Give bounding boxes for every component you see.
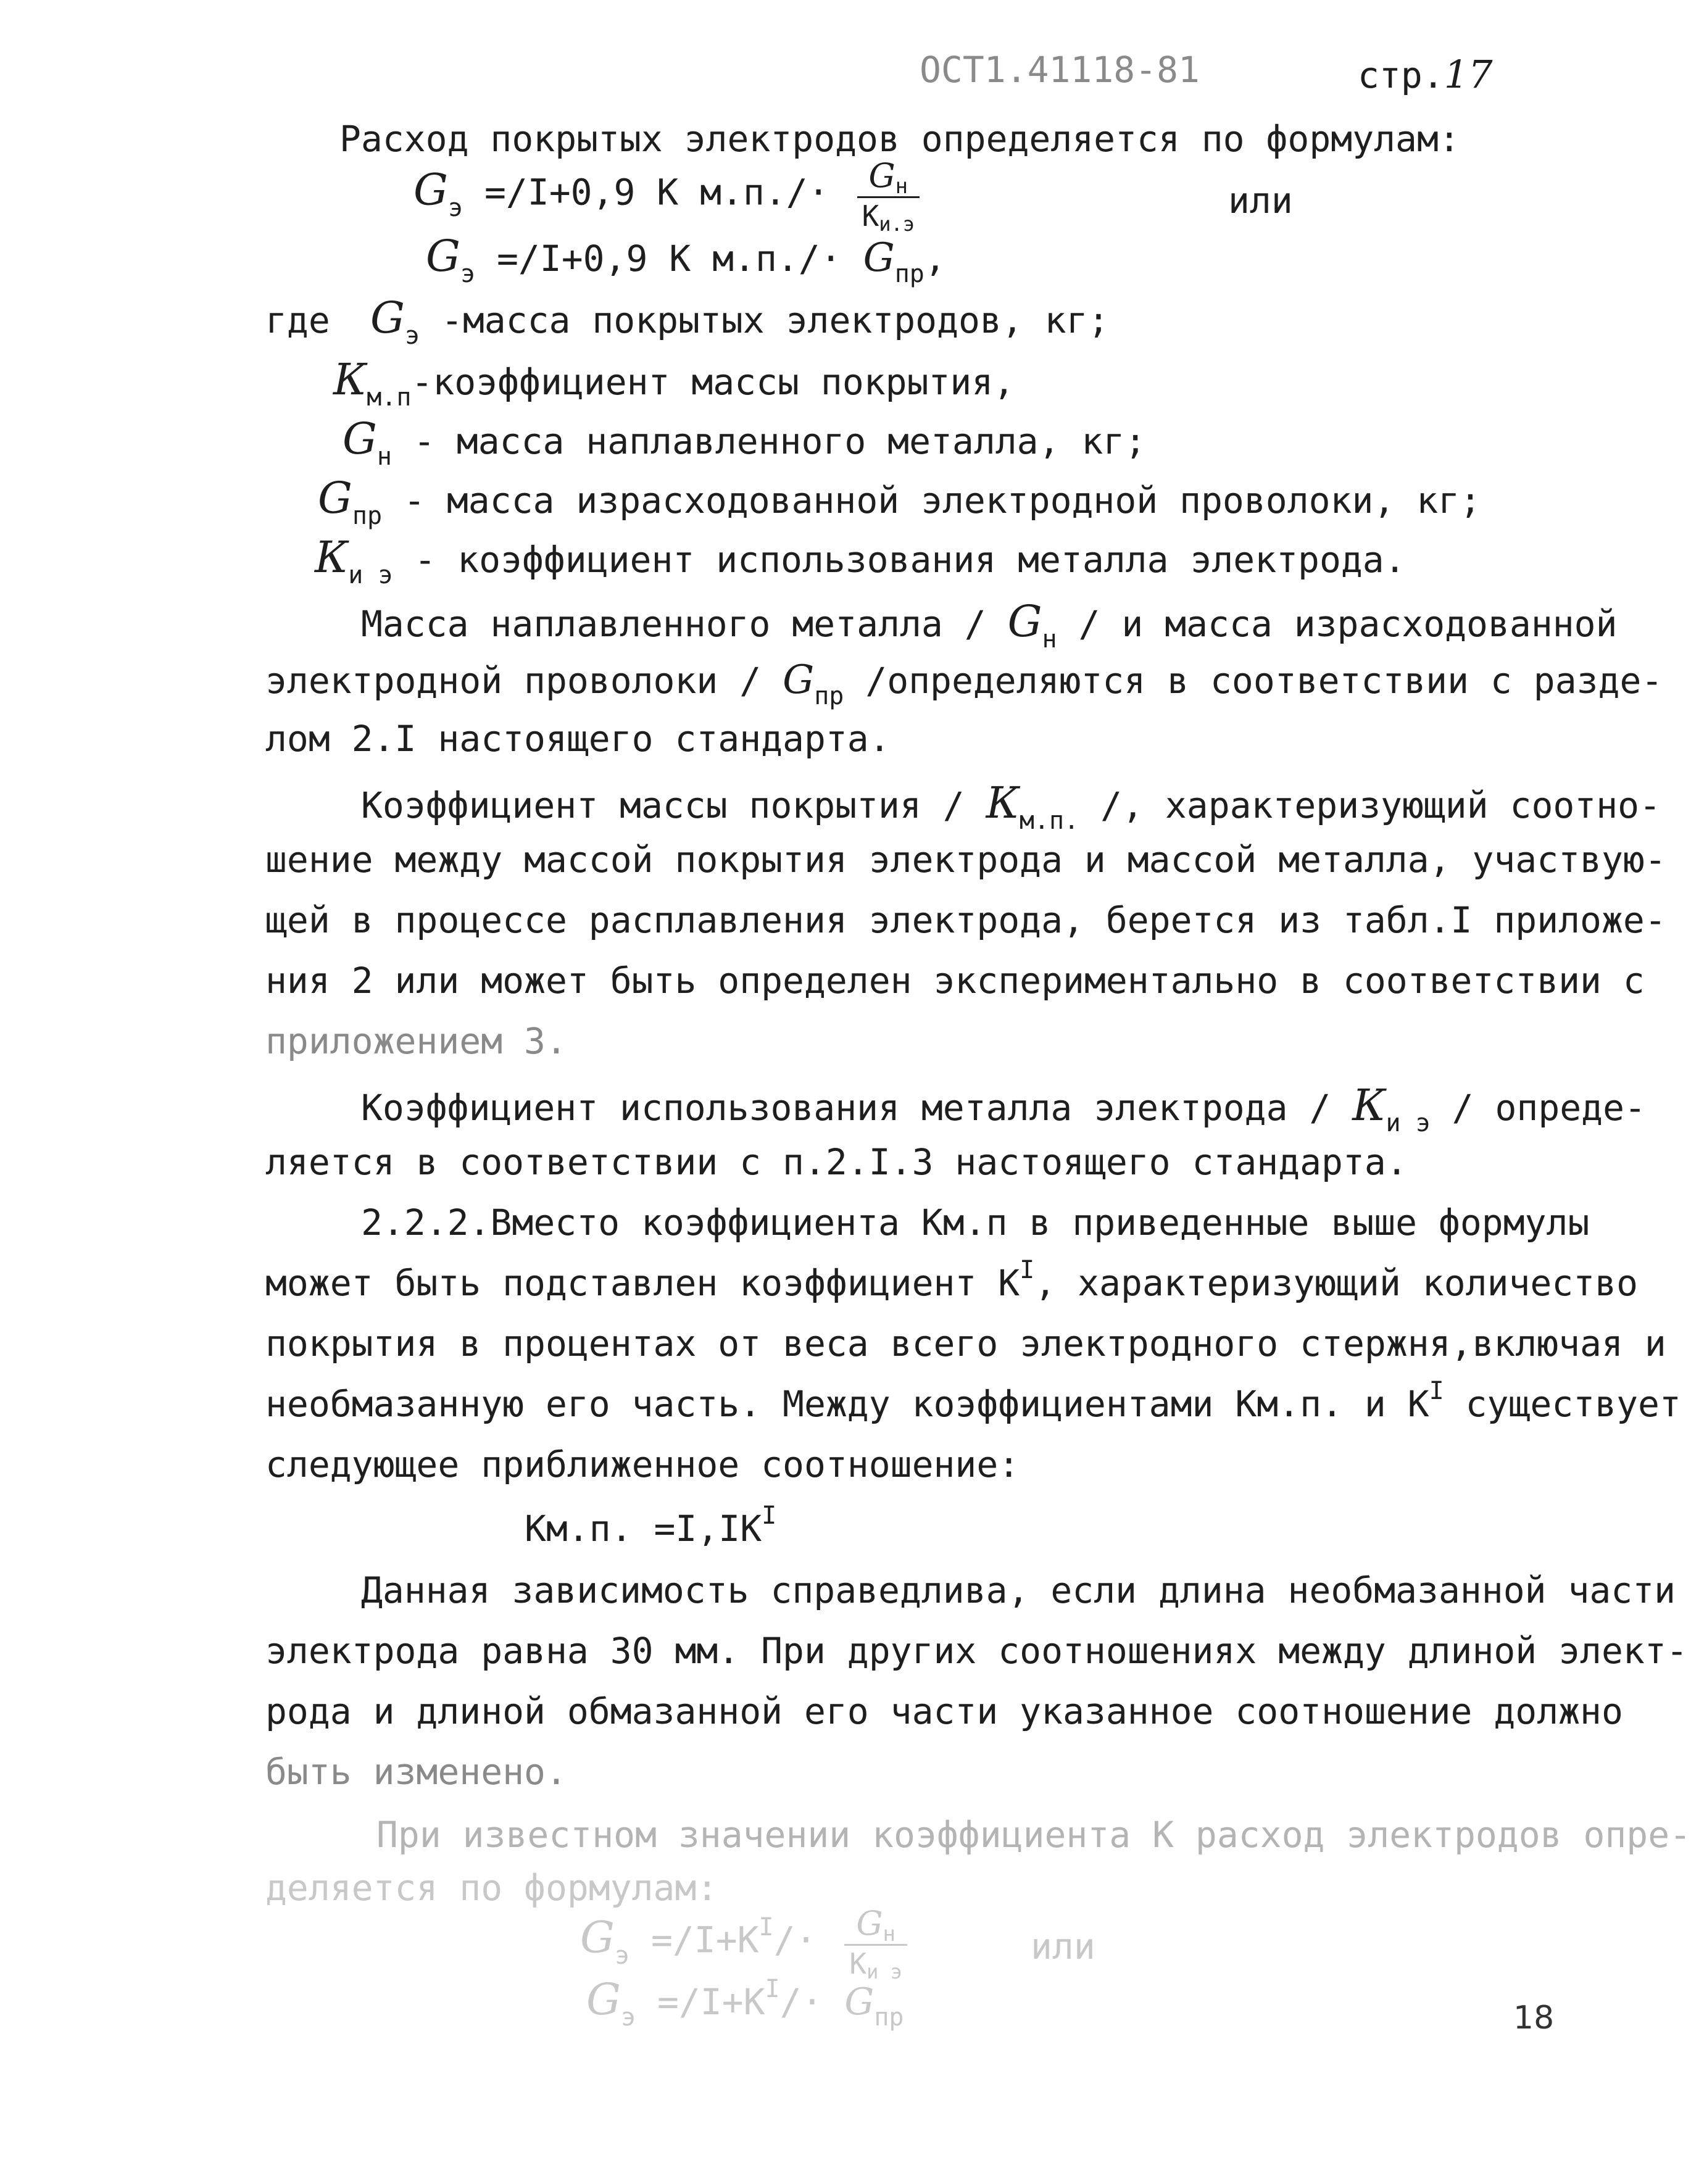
paragraph-4-line-3: покрытия в процентах от веса всего электродного стержня,включая и (265, 1322, 1666, 1364)
legend-symbol: G (318, 473, 352, 523)
formula-1-fraction (857, 156, 920, 236)
legend-text: - масса наплавленного металла, кг; (413, 420, 1147, 462)
formula-2-lhs-sub: э (460, 260, 476, 288)
paragraph-2-line-3: щей в процессе расплавления электрода, берется из табл.I приложе- (265, 899, 1666, 941)
formula-4-denominator-sub: и э (866, 1960, 902, 1983)
formula-1-numerator-sub: н (895, 174, 908, 199)
paragraph-5-line-1: Данная зависимость справедлива, если длина необмазанной части (361, 1569, 1676, 1611)
legend-symbol-sub: пр (352, 502, 383, 530)
legend-item (318, 473, 1481, 530)
page-label (1358, 52, 1493, 97)
symbol-sub: м.п. (1019, 807, 1079, 835)
text-run: существует (1444, 1383, 1681, 1425)
formula-4-fraction (844, 1904, 907, 1983)
formula-4-or: или (1031, 1925, 1095, 1967)
legend-text: -коэффициент массы покрытия, (411, 361, 1015, 403)
paragraph-2-line-2: шение между массой покрытия электрода и массой металла, участвую- (265, 839, 1666, 881)
paragraph-5-line-2: электрода равна 30 мм. При других соотношениях между длиной элект- (265, 1630, 1688, 1672)
formula-2-term-sub: пр (894, 260, 924, 288)
superscript: I (1429, 1377, 1444, 1405)
symbol-sub: и э (1386, 1109, 1431, 1137)
formula-5-body-2: /· (779, 1981, 823, 2023)
paragraph-6-line-1: При известном значении коэффициента К расход электродов опре- (376, 1814, 1691, 1856)
paragraph-1-line-2 (265, 657, 1663, 710)
formula-2-term: G (863, 235, 895, 281)
intro-text: Расход покрытых электродов определяется по формулам: (339, 118, 1460, 160)
symbol-sub: н (1042, 625, 1057, 654)
formula-1-or: или (1228, 180, 1293, 222)
formula-4-numerator-sub: н (883, 1922, 895, 1946)
text-run: / и масса израсходованной (1078, 603, 1618, 645)
legend-symbol: К (315, 532, 349, 583)
paragraph-1-line-1 (361, 596, 1618, 654)
text-run: /, характеризующий соотно- (1100, 784, 1661, 826)
legend-symbol: К (333, 354, 367, 405)
symbol: G (1007, 596, 1042, 647)
legend-where: где (265, 299, 330, 341)
paragraph-2-line-1 (361, 778, 1661, 835)
formula-4-body-2: /· (773, 1919, 817, 1961)
legend-symbol: G (343, 413, 377, 464)
text-run: электродной проволоки / (265, 660, 762, 702)
legend-symbol-sub: м.п (367, 383, 412, 412)
symbol: К (986, 778, 1020, 828)
formula-5-lhs-sub: э (620, 2003, 636, 2032)
legend-item (315, 532, 1406, 589)
formula-5-lhs: G (586, 1974, 621, 2025)
page-label-text: стр. (1358, 54, 1444, 96)
formula-2-lhs: G (426, 231, 460, 281)
text-run: /определяются в соответствии с разде- (865, 660, 1663, 702)
paragraph-5-line-3: рода и длиной обмазанной его части указанное соотношение должно (265, 1690, 1623, 1732)
formula-3-body: Км.п. =I,IК (525, 1508, 762, 1550)
legend-symbol-sub: и э (348, 561, 393, 589)
formula-3 (525, 1501, 777, 1550)
paragraph-3-line-1 (361, 1080, 1646, 1137)
text-run: Коэффициент использования металла электрода / (361, 1087, 1331, 1129)
formula-4 (580, 1904, 907, 1983)
formula-1-lhs-sub: э (447, 193, 463, 222)
formula-4-lhs-sub: э (614, 1941, 630, 1970)
formula-1-lhs: G (413, 164, 448, 215)
legend-text: - коэффициент использования металла электрода. (414, 539, 1406, 581)
formula-5-term: G (844, 1980, 875, 2024)
paragraph-3-line-2: ляется в соответствии с п.2.I.3 настоящего стандарта. (265, 1141, 1408, 1183)
formula-1-numerator: G (868, 156, 895, 195)
handwritten-page-number: 17 (1444, 52, 1493, 97)
text-run: / опреде- (1452, 1087, 1646, 1129)
legend-item (343, 413, 1147, 471)
formula-4-numerator: G (856, 1904, 883, 1943)
text-run: может быть подставлен коэффициент К (265, 1262, 1020, 1304)
paragraph-4-line-5: следующее приближенное соотношение: (265, 1443, 1020, 1485)
formula-5-term-sub: пр (874, 2003, 904, 2032)
symbol: К (1352, 1080, 1386, 1131)
text-run: , характеризующий количество (1034, 1262, 1638, 1304)
formula-5-sup: I (765, 1975, 780, 2003)
formula-4-denominator: К (849, 1947, 867, 1980)
legend-symbol-sub: э (404, 322, 420, 350)
paragraph-1-line-3: лом 2.I настоящего стандарта. (265, 718, 891, 760)
formula-2-tail: , (924, 238, 946, 280)
paragraph-4-line-2 (265, 1256, 1638, 1304)
formula-1-denominator: К (862, 199, 879, 233)
paragraph-5-line-4: быть изменено. (265, 1751, 567, 1793)
symbol: G (783, 657, 815, 703)
formula-2 (426, 231, 946, 288)
legend-text: - масса израсходованной электродной проволоки, кг; (404, 480, 1481, 521)
formula-4-body: =/I+К (650, 1919, 759, 1961)
formula-4-sup: I (758, 1912, 774, 1941)
paragraph-4-line-1: 2.2.2.Вместо коэффициента Км.п в приведенные выше формулы (361, 1202, 1590, 1244)
paragraph-4-line-4 (265, 1377, 1681, 1425)
document-code: ОСТ1.41118-81 (920, 49, 1200, 91)
legend-item (333, 354, 1015, 412)
text-run: Масса наплавленного металла / (361, 603, 986, 645)
formula-5-body: =/I+К (657, 1981, 765, 2023)
formula-1-denominator-sub: и.э (879, 212, 915, 236)
paragraph-2-line-4: ния 2 или может быть определен экспериментально в соответствии с (265, 960, 1645, 1002)
legend-symbol: G (370, 293, 405, 343)
text-run: Коэффициент массы покрытия / (361, 784, 965, 826)
page-number: 18 (1513, 1999, 1555, 2037)
formula-1-body: =/I+0,9 К м.п./· (484, 171, 829, 214)
formula-2-body: =/I+0,9 К м.п./· (496, 238, 842, 280)
formula-3-sup: I (762, 1501, 777, 1530)
formula-5 (586, 1974, 904, 2032)
paragraph-6-line-2: деляется по формулам: (265, 1867, 718, 1909)
text-run: необмазанную его часть. Между коэффициентами Км.п. и К (265, 1383, 1429, 1425)
superscript: I (1020, 1256, 1035, 1284)
symbol-sub: пр (814, 682, 844, 710)
paragraph-2-line-5: приложением 3. (265, 1020, 567, 1062)
formula-1 (413, 156, 920, 236)
legend-symbol-sub: н (376, 442, 393, 471)
legend-text: -масса покрытых электродов, кг; (441, 299, 1110, 341)
legend-item (370, 293, 1110, 350)
formula-4-lhs: G (580, 1912, 615, 1963)
